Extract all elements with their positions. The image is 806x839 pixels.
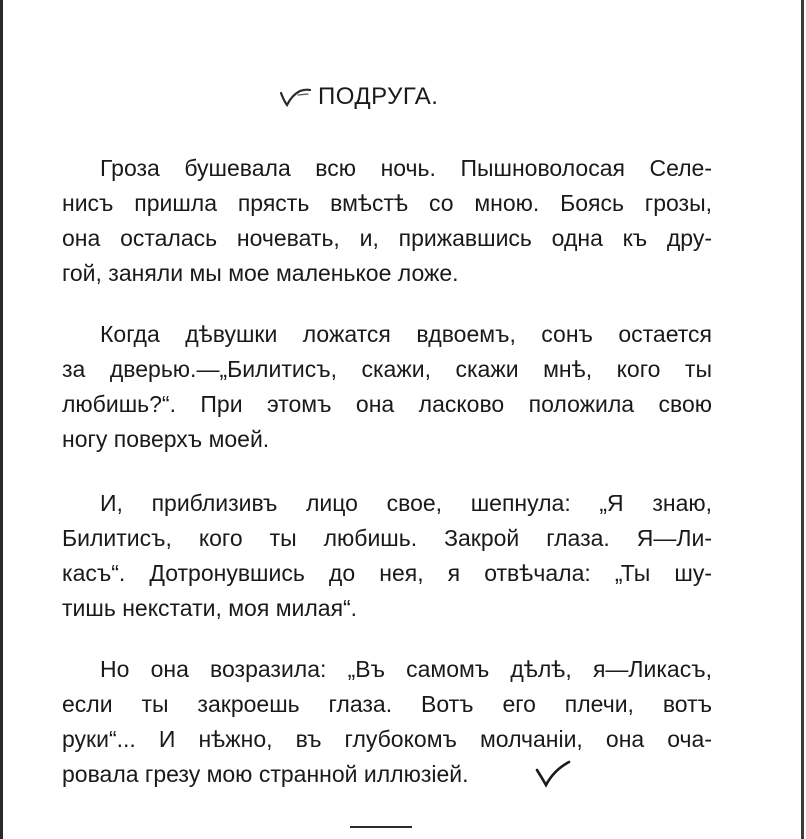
text-line: ногу поверхъ моей. xyxy=(62,426,270,452)
text-line: Когда дѣвушки ложатся вдвоемъ, сонъ остается xyxy=(100,321,712,347)
text-line: Гроза бушевала всю ночь. Пышноволосая Селе- xyxy=(100,155,712,181)
page-title: ПОДРУГА. xyxy=(318,83,439,110)
paragraph-1 xyxy=(62,151,712,291)
paragraph-2 xyxy=(62,317,712,457)
text-line: Но она возразила: „Въ самомъ дѣлѣ, я—Ликасъ, xyxy=(100,656,712,682)
handwritten-tick-icon xyxy=(534,758,572,788)
text-line: она осталась ночевать, и, прижавшись одна къ дру- xyxy=(62,225,712,251)
text-line: если ты закроешь глаза. Вотъ его плечи, вотъ xyxy=(62,691,712,717)
text-line: гой, заняли мы мое маленькое ложе. xyxy=(62,260,459,286)
text-line: касъ“. Дотронувшись до нея, я отвѣчала: „Ты шу- xyxy=(62,560,712,586)
paragraph-3 xyxy=(62,486,712,626)
text-line: нисъ пришла прясть вмѣстѣ со мною. Боясь грозы, xyxy=(62,190,712,216)
text-line: любишь?“. При этомъ она ласково положила свою xyxy=(62,391,712,417)
text-line: И, приблизивъ лицо свое, шепнула: „Я знаю, xyxy=(100,490,712,516)
text-line: руки“... И нѣжно, въ глубокомъ молчанiи, она оча- xyxy=(62,726,712,752)
handwritten-check-mark-icon xyxy=(278,85,314,109)
closing-rule xyxy=(350,826,412,828)
paragraph-4 xyxy=(62,652,712,792)
text-line: тишь некстати, моя милая“. xyxy=(62,595,358,621)
text-line: за дверью.—„Билитисъ, скажи, скажи мнѣ, кого ты xyxy=(62,356,712,382)
title-row xyxy=(278,80,438,114)
page-right-edge xyxy=(801,0,804,839)
page-left-edge xyxy=(0,0,3,839)
text-line: ровала грезу мою странной иллюзiей. xyxy=(62,761,469,787)
text-line: Билитисъ, кого ты любишь. Закрой глаза. Я—Ли- xyxy=(62,525,712,551)
